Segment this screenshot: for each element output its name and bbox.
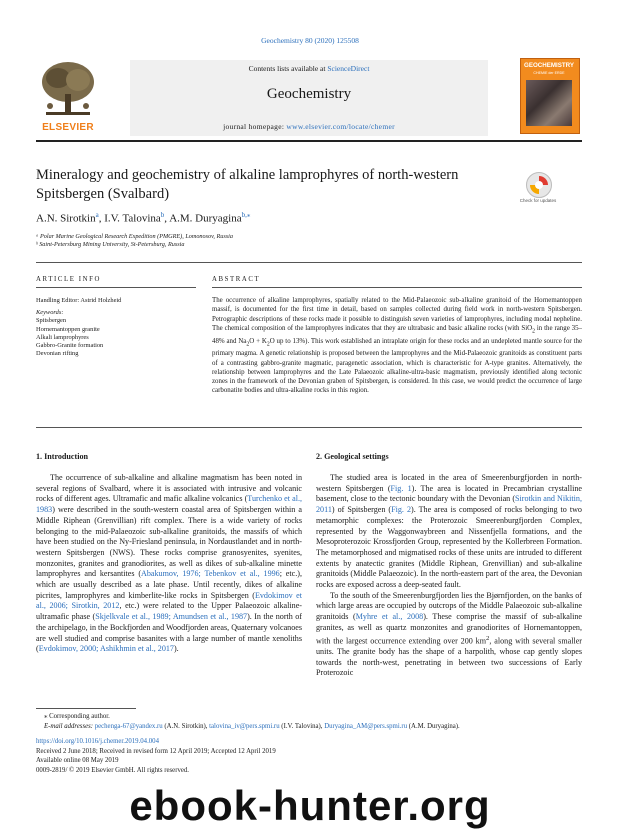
text: (A.N. Sirotkin), [162,722,210,730]
citation-link[interactable]: Evdokimov, 2000; Ashikhmin et al., 2017 [38,644,174,654]
keyword-item: Devonian rifting [36,350,79,358]
article-info-heading: ARTICLE INFO [36,276,102,283]
text: , etc.) were related to the Upper Palaeozoic alkaline-ultramafic phase ( [36,601,302,622]
citation-link[interactable]: Sirotkin and Nikitin, 2011 [316,494,582,515]
subscript: 2 [532,328,535,335]
subscript: 2 [266,340,270,347]
abstract-part: O up to 13%). This work established an intraplate origin for these rocks and an undepleted mantle source for the primary magma. A genetic relationship is proposed between the lamprophyres and the Mid-Palaeozoic granitoids as constituent parts of a contrasting gabbro-granite magmatic, paragenetic association, which is characteristic for A-type granites. Alternatively, the relationship between lamprophyres and the Late Palaeozoic alkaline-ultra-basic magmatism, previously identified along tectonic zones in the framework of the Devonian graben of Spitsbergen, is considered. In this case, we would predict the occurrence of large carbonatite bodies and ultra-alkaline rocks in this region. [212,337,582,395]
keyword-item: Gabbro-Granite formation [36,342,104,350]
section-divider [36,427,582,428]
author-name[interactable]: I.V. Talovina [104,212,161,225]
citation-link[interactable]: Skjelkvale et al., 1989; Amundsen et al., 1987 [95,612,248,622]
received-dates: Received 2 June 2018; Received in revised form 12 April 2019; Accepted 12 April 2019 [36,747,276,755]
abstract-part: in the range 35–48% and Na [212,324,582,345]
keyword-item: Spitsbergen [36,317,67,325]
text: ). The area is located in Precambrian crystalline basement, close to the tectonic boundary with the Devonian ( [316,483,582,504]
sciencedirect-link[interactable]: ScienceDirect [327,64,370,73]
crossmark-icon[interactable] [526,172,552,198]
cover-title: GEOCHEMISTRY [524,62,574,69]
affiliation: ᵃ Polar Marine Geological Research Expedition (PMGRE), Lomonosov, Russia [36,233,233,240]
journal-reference[interactable]: Geochemistry 80 (2020) 125508 [261,36,359,45]
text: ) were described in the south-western coastal area of Spitsbergen within a Middle Riphean (Grenvillian) rift complex. There is a wide variety of rocks belonging to the mid-Palaeozoic sub-alkaline granitoids, the massifs of which have been studied on the Ny-Friesland peninsula, in Nordaustlandet and in north-western Spitsbergen (NWS). These rocks comprise granosyenites, syenites, monzonites, granites and granodiorites, as well as dikes of sub-alkaline minette lamprophyres and kersantites ( [36,505,302,579]
abstract-part: O + K [249,337,267,345]
corresponding-author-note: ⁎ Corresponding author. [44,713,110,720]
author-name[interactable]: A.N. Sirotkin [36,212,96,225]
intro-heading: 1. Introduction [36,452,89,461]
cover-subtitle: CHEMIE der ERDE [533,71,565,75]
text: ). The area is composed of rocks belonging to two metamorphic complexes: the Proterozoic Smeerenburgfjorden Complex, represented by the Waggonwaybreen and Nissenfjella formations, and the Mesoproterozoic Krossfjorden Group, represented by the Kollerbreen Formation. The metamorphosed and migmatised rocks of these units are intruded to different extents by anatectic granites (Middle Riphean, Grenvillian) and sub-alkaline granitoids (Middle Palaeozoic). In the north-eastern part of the area, the Devonian rocks are exposed across a deep-seated fault. [316,505,582,590]
geo-body [316,473,582,679]
author-affil-marker[interactable]: b,⁎ [241,211,251,219]
section-divider [36,262,582,263]
email-link[interactable]: pechenga-67@yandex.ru [94,722,163,730]
text: ). In the north of the archipelago, in the Bockfjorden and Woodfjorden areas, Quaternary volcanoes are well studied and comprise basanites with a large number of mantle xenoliths ( [36,612,302,654]
author-name[interactable]: A.M. Duryagina [169,212,242,225]
figure-link[interactable]: Fig. 2 [391,505,411,515]
abstract-part: The occurrence of alkaline lamprophyres, spatially related to the Mid-Palaeozoic sub-alkaline granitoid of the Hornemantoppen massif, is documented for the first time in detail, based on samples collected during field work in north-western Spitsbergen. Petrographic descriptions of these rocks made it possible to distinguish seven varieties of lamprophyres, including modal nepheline. The chemical composition of the lamprophyres indicates that they are ultrabasic and basic alkaline rocks (with SiO [212,297,582,332]
abstract-heading: ABSTRACT [212,276,261,283]
text: To the south of the Smeerenburgfjorden lies the Bjørnfjorden, on the banks of which large areas are occupied by outcrops of the Middle Palaeozoic sub-alkaline granitoids ( [316,590,582,622]
text: ) of Spitsbergen ( [331,505,392,515]
intro-body [36,473,302,655]
affiliation: ᵇ Saint-Petersburg Mining University, St-Petersburg, Russia [36,241,185,248]
author-affil-marker[interactable]: b [160,211,165,219]
keyword-item: Hornemantoppen granite [36,325,100,333]
text: , along with several smaller units. The granite body has the shape of a harpolith, whose cap gently slopes towards the north-west, penetrating in between two successions of Early Proterozoic [316,636,582,678]
citation-link[interactable]: Turchenko et al., 1983 [36,494,302,515]
text: ). [173,644,179,654]
journal-title: Geochemistry [266,86,352,102]
homepage-prefix: journal homepage: [223,122,287,131]
available-online: Available online 08 May 2019 [36,757,119,765]
superscript: 2 [486,634,490,642]
email-addresses [36,722,582,732]
citation-link[interactable]: Evdokimov et al., 2006; Sirotkin, 2012 [36,590,303,611]
elsevier-wordmark: ELSEVIER [42,122,94,133]
footnotes [36,712,582,776]
copyright: 0009-2819/ © 2019 Elsevier GmbH. All rights reserved. [36,766,189,774]
contents-prefix: Contents lists available at [248,64,328,73]
text: (I.V. Talovina), [279,722,325,730]
keywords-label: Keywords: [36,309,64,317]
text: The studied area is located in the area of Smeerenburgfjorden in north-western Spitsbergen ( [316,473,582,493]
author-list: A.N. Sirotkin$^a$, I.V. Talovina$^b$, A.M. Duryagina$^{b,⁎}$ [36,211,251,225]
crossmark-label[interactable]: Check for updates [519,198,557,203]
journal-homepage [130,122,488,131]
email-link[interactable]: talovina_iv@pers.spmi.ru [209,722,280,730]
email-link[interactable]: Duryagina_AM@pers.spmi.ru [324,722,408,730]
text: ; etc.), which are usually described as a late phase. Until recently, dikes of alkaline picrites, lamprophyres and kimberlite-like rocks in Spitsbergen ( [36,569,302,600]
homepage-link[interactable]: www.elsevier.com/locate/chemer [286,122,395,131]
doi-link[interactable]: https://doi.org/10.1016/j.chemer.2019.04.004 [36,738,159,746]
text: (A.M. Duryagina). [407,722,460,730]
contents-line [130,64,488,73]
abstract-text [212,296,582,396]
footnote-rule [36,708,136,709]
citation-link[interactable]: Myhre et al., 2008 [355,612,424,622]
text: ). These comprise the massif of sub-alkaline granites, as well as quartz monzonites and granodiorites of Hornemantoppen, with the largest occurrence extending over 200 km [316,612,583,646]
figure-link[interactable]: Fig. 1 [390,483,412,493]
article-title: Mineralogy and geochemistry of alkaline lamprophyres of north-western Spitsbergen (Svalbard) [36,167,459,202]
article-info-rule [36,287,196,288]
citation-link[interactable]: Abakumov, 1976; Tebenkov et al., 1996 [141,569,280,579]
handling-editor: Handling Editor: Astrid Holzheid [36,297,122,304]
geo-heading: 2. Geological settings [316,452,389,461]
watermark-text: ebook-hunter.org [129,782,491,829]
keyword-item: Alkali lamprophyres [36,333,89,341]
subscript: 2 [246,340,250,347]
header-rule [36,140,582,142]
email-label: E-mail addresses: [44,722,95,730]
author-affil-marker[interactable]: a [95,211,99,219]
article-info [36,297,201,358]
abstract-rule [212,287,582,288]
text: The occurrence of sub-alkaline and alkaline magmatism has been noted in several regions of Svalbard, where it is associated with intrusive and volcanic rocks of different ages. Ultramafic and mafic alkaline volcanics ( [36,473,302,504]
cover-artwork [526,80,572,126]
